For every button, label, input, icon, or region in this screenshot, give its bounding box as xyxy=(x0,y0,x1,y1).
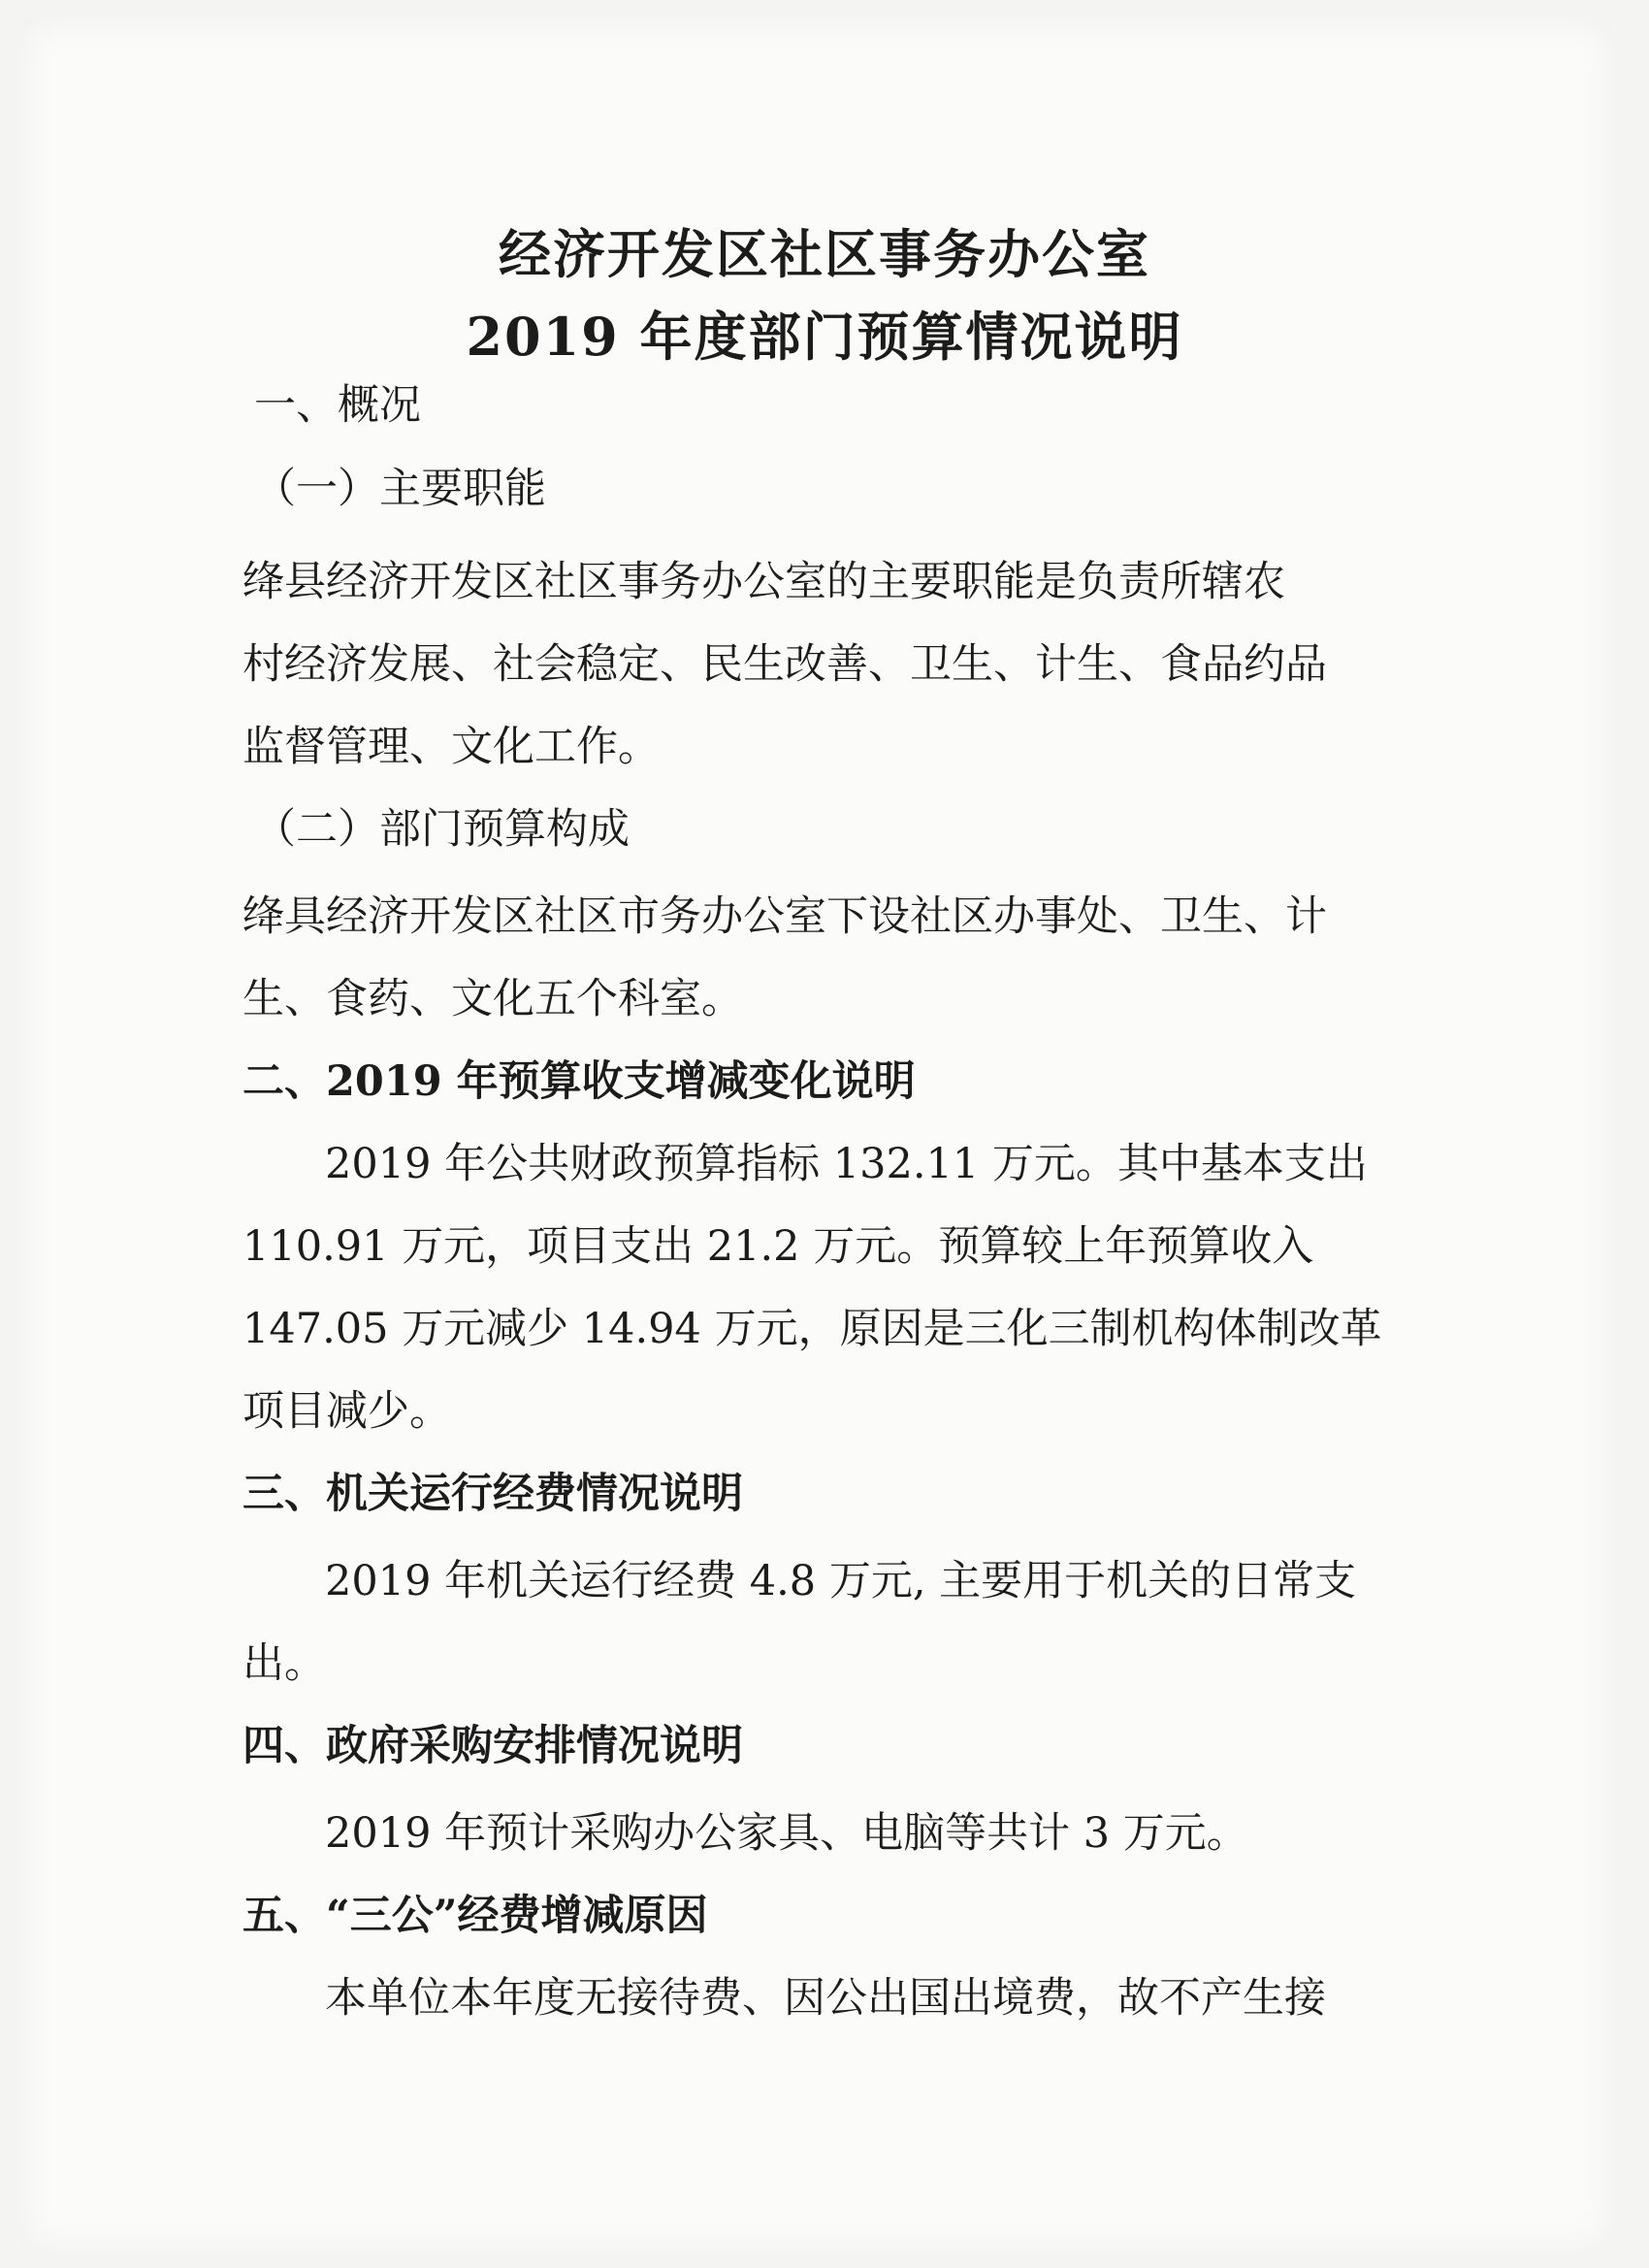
paragraph-line: 本单位本年度无接待费、因公出国出境费，故不产生接 xyxy=(325,1974,1326,2023)
section1-sub2-heading: （二）部门预算构成 xyxy=(254,805,630,854)
section3-heading: 三、机关运行经费情况说明 xyxy=(242,1470,743,1518)
paragraph-line: 2019 年公共财政预算指标 132.11 万元。其中基本支出 xyxy=(325,1140,1368,1188)
paragraph-line: 生、食药、文化五个科室。 xyxy=(242,975,743,1023)
paragraph-line: 147.05 万元减少 14.94 万元，原因是三化三制机构体制改革 xyxy=(242,1305,1382,1353)
paragraph-line: 项目减少。 xyxy=(242,1387,451,1436)
section2-heading: 二、2019 年预算收支增减变化说明 xyxy=(242,1057,916,1106)
document-subtitle: 2019 年度部门预算情况说明 xyxy=(466,306,1183,368)
paragraph-line: 绛具经济开发区社区市务办公室下设社区办事处、卫生、计 xyxy=(242,892,1327,941)
document-title: 经济开发区社区事务办公室 xyxy=(499,223,1150,285)
section1-heading: 一、概况 xyxy=(254,381,421,430)
paragraph-line: 出。 xyxy=(242,1639,326,1688)
paragraph-line: 监督管理、文化工作。 xyxy=(242,723,660,771)
paragraph-line: 2019 年预计采购办公家具、电脑等共计 3 万元。 xyxy=(325,1809,1248,1858)
paragraph-line: 村经济发展、社会稳定、民生改善、卫生、计生、食品约品 xyxy=(242,640,1327,689)
paragraph-line: 绛县经济开发区社区事务办公室的主要职能是负责所辖农 xyxy=(242,558,1285,606)
section1-sub1-heading: （一）主要职能 xyxy=(254,465,546,513)
paragraph-line: 110.91 万元，项目支出 21.2 万元。预算较上年预算收入 xyxy=(242,1222,1314,1271)
section4-heading: 四、政府采购安排情况说明 xyxy=(242,1722,743,1770)
section5-heading: 五、“三公”经费增减原因 xyxy=(242,1892,708,1940)
paragraph-line: 2019 年机关运行经费 4.8 万元, 主要用于机关的日常支 xyxy=(325,1557,1357,1605)
